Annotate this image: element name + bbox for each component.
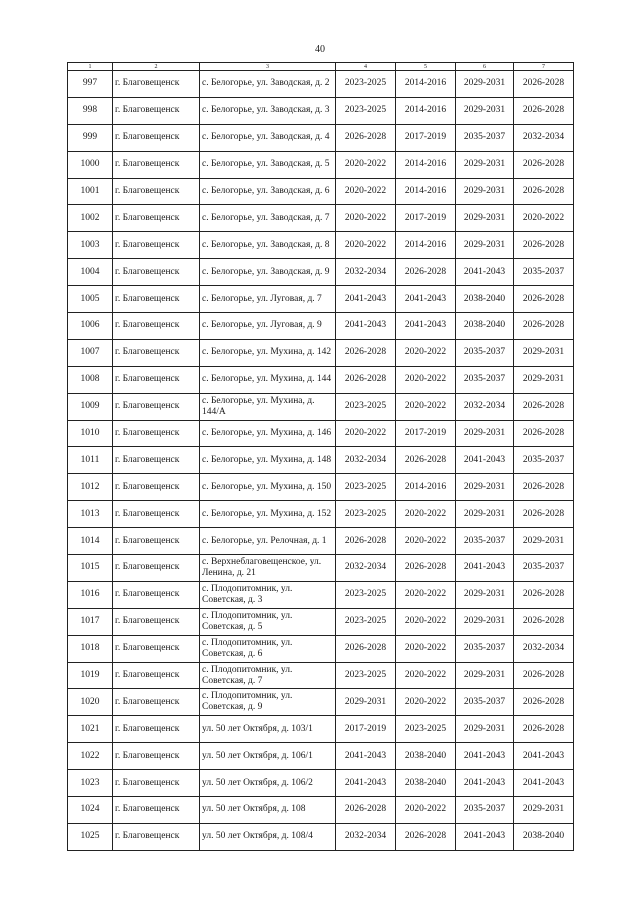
address-cell: ул. 50 лет Октября, д. 106/1 bbox=[200, 743, 336, 770]
period-cell-col7: 2026-2028 bbox=[514, 662, 574, 689]
table-row bbox=[68, 339, 574, 366]
column-header: 2 bbox=[113, 63, 200, 71]
row-number-cell: 1010 bbox=[68, 420, 113, 447]
period-cell-col5: 2026-2028 bbox=[396, 555, 456, 582]
table-row bbox=[68, 662, 574, 689]
period-cell-col6: 2029-2031 bbox=[456, 151, 514, 178]
period-cell-col6: 2029-2031 bbox=[456, 205, 514, 232]
table-row bbox=[68, 205, 574, 232]
city-cell: г. Благовещенск bbox=[113, 528, 200, 555]
period-cell-col4: 2017-2019 bbox=[336, 716, 396, 743]
period-cell-col6: 2035-2037 bbox=[456, 689, 514, 716]
address-cell: с. Белогорье, ул. Мухина, д. 150 bbox=[200, 474, 336, 501]
period-cell-col4: 2023-2025 bbox=[336, 474, 396, 501]
period-cell-col6: 2029-2031 bbox=[456, 71, 514, 98]
city-cell: г. Благовещенск bbox=[113, 232, 200, 259]
period-cell-col7: 2035-2037 bbox=[514, 447, 574, 474]
period-cell-col5: 2014-2016 bbox=[396, 178, 456, 205]
table-row bbox=[68, 232, 574, 259]
period-cell-col6: 2035-2037 bbox=[456, 339, 514, 366]
period-cell-col7: 2026-2028 bbox=[514, 581, 574, 608]
table-row bbox=[68, 313, 574, 340]
city-cell: г. Благовещенск bbox=[113, 97, 200, 124]
period-cell-col4: 2041-2043 bbox=[336, 743, 396, 770]
period-cell-col6: 2029-2031 bbox=[456, 474, 514, 501]
row-number-cell: 1004 bbox=[68, 259, 113, 286]
period-cell-col5: 2017-2019 bbox=[396, 124, 456, 151]
row-number-cell: 1006 bbox=[68, 313, 113, 340]
address-cell: с. Белогорье, ул. Заводская, д. 3 bbox=[200, 97, 336, 124]
period-cell-col5: 2026-2028 bbox=[396, 823, 456, 850]
address-cell: ул. 50 лет Октября, д. 108/4 bbox=[200, 823, 336, 850]
row-number-cell: 1011 bbox=[68, 447, 113, 474]
row-number-cell: 1009 bbox=[68, 393, 113, 420]
address-cell: ул. 50 лет Октября, д. 108 bbox=[200, 797, 336, 824]
period-cell-col7: 2038-2040 bbox=[514, 823, 574, 850]
city-cell: г. Благовещенск bbox=[113, 205, 200, 232]
city-cell: г. Благовещенск bbox=[113, 339, 200, 366]
period-cell-col4: 2041-2043 bbox=[336, 313, 396, 340]
period-cell-col4: 2026-2028 bbox=[336, 797, 396, 824]
period-cell-col5: 2041-2043 bbox=[396, 313, 456, 340]
city-cell: г. Благовещенск bbox=[113, 501, 200, 528]
period-cell-col6: 2041-2043 bbox=[456, 823, 514, 850]
page-number: 40 bbox=[315, 44, 325, 55]
period-cell-col4: 2041-2043 bbox=[336, 770, 396, 797]
period-cell-col7: 2029-2031 bbox=[514, 797, 574, 824]
period-cell-col7: 2026-2028 bbox=[514, 232, 574, 259]
period-cell-col6: 2029-2031 bbox=[456, 232, 514, 259]
period-cell-col6: 2032-2034 bbox=[456, 393, 514, 420]
period-cell-col6: 2029-2031 bbox=[456, 420, 514, 447]
period-cell-col5: 2041-2043 bbox=[396, 286, 456, 313]
row-number-cell: 1013 bbox=[68, 501, 113, 528]
period-cell-col6: 2035-2037 bbox=[456, 124, 514, 151]
city-cell: г. Благовещенск bbox=[113, 313, 200, 340]
period-cell-col7: 2035-2037 bbox=[514, 259, 574, 286]
period-cell-col7: 2041-2043 bbox=[514, 743, 574, 770]
city-cell: г. Благовещенск bbox=[113, 743, 200, 770]
table-row bbox=[68, 97, 574, 124]
row-number-cell: 1018 bbox=[68, 635, 113, 662]
table-row bbox=[68, 743, 574, 770]
period-cell-col4: 2032-2034 bbox=[336, 823, 396, 850]
period-cell-col4: 2023-2025 bbox=[336, 662, 396, 689]
period-cell-col7: 2026-2028 bbox=[514, 393, 574, 420]
address-cell: с. Белогорье, ул. Заводская, д. 9 bbox=[200, 259, 336, 286]
period-cell-col4: 2041-2043 bbox=[336, 286, 396, 313]
row-number-cell: 1002 bbox=[68, 205, 113, 232]
address-cell: с. Плодопитомник, ул. Советская, д. 7 bbox=[200, 662, 336, 689]
period-cell-col4: 2026-2028 bbox=[336, 339, 396, 366]
period-cell-col6: 2041-2043 bbox=[456, 447, 514, 474]
column-header: 6 bbox=[456, 63, 514, 71]
period-cell-col4: 2026-2028 bbox=[336, 528, 396, 555]
address-cell: с. Белогорье, ул. Луговая, д. 7 bbox=[200, 286, 336, 313]
period-cell-col6: 2041-2043 bbox=[456, 770, 514, 797]
table-row bbox=[68, 770, 574, 797]
period-cell-col4: 2020-2022 bbox=[336, 151, 396, 178]
row-number-cell: 1008 bbox=[68, 366, 113, 393]
city-cell: г. Благовещенск bbox=[113, 770, 200, 797]
period-cell-col6: 2038-2040 bbox=[456, 313, 514, 340]
period-cell-col7: 2035-2037 bbox=[514, 555, 574, 582]
column-number-row bbox=[68, 63, 574, 71]
period-cell-col7: 2026-2028 bbox=[514, 97, 574, 124]
table-row bbox=[68, 178, 574, 205]
city-cell: г. Благовещенск bbox=[113, 393, 200, 420]
table-row bbox=[68, 474, 574, 501]
table-row bbox=[68, 286, 574, 313]
city-cell: г. Благовещенск bbox=[113, 474, 200, 501]
period-cell-col5: 2020-2022 bbox=[396, 501, 456, 528]
column-header: 4 bbox=[336, 63, 396, 71]
period-cell-col4: 2023-2025 bbox=[336, 393, 396, 420]
address-cell: с. Белогорье, ул. Мухина, д. 142 bbox=[200, 339, 336, 366]
period-cell-col4: 2023-2025 bbox=[336, 97, 396, 124]
period-cell-col6: 2029-2031 bbox=[456, 608, 514, 635]
period-cell-col5: 2038-2040 bbox=[396, 743, 456, 770]
period-cell-col5: 2026-2028 bbox=[396, 447, 456, 474]
period-cell-col5: 2014-2016 bbox=[396, 474, 456, 501]
city-cell: г. Благовещенск bbox=[113, 259, 200, 286]
city-cell: г. Благовещенск bbox=[113, 608, 200, 635]
period-cell-col4: 2023-2025 bbox=[336, 608, 396, 635]
column-header: 7 bbox=[514, 63, 574, 71]
period-cell-col4: 2026-2028 bbox=[336, 635, 396, 662]
period-cell-col7: 2026-2028 bbox=[514, 313, 574, 340]
row-number-cell: 1024 bbox=[68, 797, 113, 824]
period-cell-col7: 2041-2043 bbox=[514, 770, 574, 797]
city-cell: г. Благовещенск bbox=[113, 797, 200, 824]
city-cell: г. Благовещенск bbox=[113, 447, 200, 474]
table-row bbox=[68, 797, 574, 824]
address-cell: с. Белогорье, ул. Мухина, д. 144/А bbox=[200, 393, 336, 420]
period-cell-col7: 2029-2031 bbox=[514, 366, 574, 393]
table-row bbox=[68, 259, 574, 286]
period-cell-col4: 2020-2022 bbox=[336, 420, 396, 447]
row-number-cell: 1025 bbox=[68, 823, 113, 850]
period-cell-col6: 2035-2037 bbox=[456, 528, 514, 555]
table-row bbox=[68, 420, 574, 447]
address-cell: с. Белогорье, ул. Мухина, д. 152 bbox=[200, 501, 336, 528]
city-cell: г. Благовещенск bbox=[113, 151, 200, 178]
row-number-cell: 1017 bbox=[68, 608, 113, 635]
period-cell-col7: 2026-2028 bbox=[514, 608, 574, 635]
address-cell: с. Плодопитомник, ул. Советская, д. 6 bbox=[200, 635, 336, 662]
period-cell-col4: 2020-2022 bbox=[336, 232, 396, 259]
table-row bbox=[68, 823, 574, 850]
city-cell: г. Благовещенск bbox=[113, 689, 200, 716]
period-cell-col5: 2020-2022 bbox=[396, 339, 456, 366]
city-cell: г. Благовещенск bbox=[113, 635, 200, 662]
period-cell-col5: 2020-2022 bbox=[396, 528, 456, 555]
row-number-cell: 998 bbox=[68, 97, 113, 124]
column-header: 5 bbox=[396, 63, 456, 71]
period-cell-col6: 2038-2040 bbox=[456, 286, 514, 313]
table-row bbox=[68, 581, 574, 608]
address-cell: с. Плодопитомник, ул. Советская, д. 5 bbox=[200, 608, 336, 635]
city-cell: г. Благовещенск bbox=[113, 124, 200, 151]
period-cell-col7: 2029-2031 bbox=[514, 339, 574, 366]
address-cell: с. Белогорье, ул. Заводская, д. 4 bbox=[200, 124, 336, 151]
table-body bbox=[68, 71, 574, 851]
address-cell: с. Белогорье, ул. Мухина, д. 148 bbox=[200, 447, 336, 474]
period-cell-col5: 2038-2040 bbox=[396, 770, 456, 797]
row-number-cell: 1012 bbox=[68, 474, 113, 501]
period-cell-col7: 2032-2034 bbox=[514, 124, 574, 151]
period-cell-col7: 2026-2028 bbox=[514, 716, 574, 743]
row-number-cell: 1019 bbox=[68, 662, 113, 689]
table-row bbox=[68, 366, 574, 393]
period-cell-col5: 2014-2016 bbox=[396, 97, 456, 124]
table-row bbox=[68, 447, 574, 474]
period-cell-col5: 2020-2022 bbox=[396, 366, 456, 393]
housing-registry-table bbox=[67, 62, 574, 851]
period-cell-col5: 2014-2016 bbox=[396, 151, 456, 178]
period-cell-col5: 2014-2016 bbox=[396, 232, 456, 259]
period-cell-col5: 2026-2028 bbox=[396, 259, 456, 286]
period-cell-col7: 2026-2028 bbox=[514, 71, 574, 98]
row-number-cell: 1015 bbox=[68, 555, 113, 582]
period-cell-col4: 2023-2025 bbox=[336, 581, 396, 608]
table-row bbox=[68, 124, 574, 151]
address-cell: с. Плодопитомник, ул. Советская, д. 3 bbox=[200, 581, 336, 608]
address-cell: с. Белогорье, ул. Заводская, д. 5 bbox=[200, 151, 336, 178]
period-cell-col6: 2029-2031 bbox=[456, 581, 514, 608]
table-row bbox=[68, 689, 574, 716]
period-cell-col7: 2032-2034 bbox=[514, 635, 574, 662]
period-cell-col7: 2026-2028 bbox=[514, 689, 574, 716]
city-cell: г. Благовещенск bbox=[113, 716, 200, 743]
row-number-cell: 1005 bbox=[68, 286, 113, 313]
period-cell-col7: 2026-2028 bbox=[514, 501, 574, 528]
row-number-cell: 997 bbox=[68, 71, 113, 98]
table-row bbox=[68, 71, 574, 98]
table-row bbox=[68, 151, 574, 178]
address-cell: с. Белогорье, ул. Луговая, д. 9 bbox=[200, 313, 336, 340]
period-cell-col5: 2020-2022 bbox=[396, 689, 456, 716]
address-cell: с. Плодопитомник, ул. Советская, д. 9 bbox=[200, 689, 336, 716]
period-cell-col7: 2026-2028 bbox=[514, 151, 574, 178]
period-cell-col6: 2029-2031 bbox=[456, 662, 514, 689]
period-cell-col5: 2014-2016 bbox=[396, 71, 456, 98]
row-number-cell: 1007 bbox=[68, 339, 113, 366]
period-cell-col4: 2020-2022 bbox=[336, 205, 396, 232]
period-cell-col6: 2029-2031 bbox=[456, 501, 514, 528]
city-cell: г. Благовещенск bbox=[113, 286, 200, 313]
row-number-cell: 1023 bbox=[68, 770, 113, 797]
period-cell-col5: 2020-2022 bbox=[396, 608, 456, 635]
period-cell-col5: 2020-2022 bbox=[396, 797, 456, 824]
period-cell-col6: 2041-2043 bbox=[456, 743, 514, 770]
period-cell-col5: 2020-2022 bbox=[396, 581, 456, 608]
address-cell: ул. 50 лет Октября, д. 103/1 bbox=[200, 716, 336, 743]
period-cell-col4: 2032-2034 bbox=[336, 447, 396, 474]
period-cell-col6: 2035-2037 bbox=[456, 635, 514, 662]
period-cell-col6: 2029-2031 bbox=[456, 178, 514, 205]
period-cell-col5: 2023-2025 bbox=[396, 716, 456, 743]
period-cell-col5: 2017-2019 bbox=[396, 420, 456, 447]
period-cell-col7: 2026-2028 bbox=[514, 474, 574, 501]
row-number-cell: 1000 bbox=[68, 151, 113, 178]
period-cell-col5: 2020-2022 bbox=[396, 393, 456, 420]
table-row bbox=[68, 716, 574, 743]
period-cell-col4: 2032-2034 bbox=[336, 555, 396, 582]
period-cell-col6: 2029-2031 bbox=[456, 716, 514, 743]
period-cell-col6: 2041-2043 bbox=[456, 259, 514, 286]
period-cell-col4: 2023-2025 bbox=[336, 501, 396, 528]
city-cell: г. Благовещенск bbox=[113, 555, 200, 582]
period-cell-col4: 2032-2034 bbox=[336, 259, 396, 286]
period-cell-col4: 2029-2031 bbox=[336, 689, 396, 716]
city-cell: г. Благовещенск bbox=[113, 581, 200, 608]
table-row bbox=[68, 608, 574, 635]
period-cell-col4: 2026-2028 bbox=[336, 124, 396, 151]
row-number-cell: 1016 bbox=[68, 581, 113, 608]
period-cell-col7: 2026-2028 bbox=[514, 178, 574, 205]
period-cell-col5: 2020-2022 bbox=[396, 635, 456, 662]
period-cell-col4: 2023-2025 bbox=[336, 71, 396, 98]
row-number-cell: 1014 bbox=[68, 528, 113, 555]
row-number-cell: 1001 bbox=[68, 178, 113, 205]
period-cell-col7: 2026-2028 bbox=[514, 420, 574, 447]
city-cell: г. Благовещенск bbox=[113, 71, 200, 98]
address-cell: с. Белогорье, ул. Мухина, д. 144 bbox=[200, 366, 336, 393]
city-cell: г. Благовещенск bbox=[113, 662, 200, 689]
row-number-cell: 999 bbox=[68, 124, 113, 151]
address-cell: с. Белогорье, ул. Релочная, д. 1 bbox=[200, 528, 336, 555]
period-cell-col7: 2026-2028 bbox=[514, 286, 574, 313]
table-row bbox=[68, 528, 574, 555]
row-number-cell: 1021 bbox=[68, 716, 113, 743]
address-cell: ул. 50 лет Октября, д. 106/2 bbox=[200, 770, 336, 797]
column-header: 1 bbox=[68, 63, 113, 71]
row-number-cell: 1022 bbox=[68, 743, 113, 770]
period-cell-col6: 2035-2037 bbox=[456, 797, 514, 824]
address-cell: с. Белогорье, ул. Заводская, д. 6 bbox=[200, 178, 336, 205]
address-cell: с. Белогорье, ул. Заводская, д. 7 bbox=[200, 205, 336, 232]
period-cell-col7: 2029-2031 bbox=[514, 528, 574, 555]
city-cell: г. Благовещенск bbox=[113, 366, 200, 393]
address-cell: с. Верхнеблаговещенское, ул. Ленина, д. 21 bbox=[200, 555, 336, 582]
row-number-cell: 1020 bbox=[68, 689, 113, 716]
period-cell-col4: 2026-2028 bbox=[336, 366, 396, 393]
city-cell: г. Благовещенск bbox=[113, 420, 200, 447]
period-cell-col6: 2029-2031 bbox=[456, 97, 514, 124]
table-row bbox=[68, 555, 574, 582]
period-cell-col7: 2020-2022 bbox=[514, 205, 574, 232]
period-cell-col4: 2020-2022 bbox=[336, 178, 396, 205]
address-cell: с. Белогорье, ул. Мухина, д. 146 bbox=[200, 420, 336, 447]
address-cell: с. Белогорье, ул. Заводская, д. 8 bbox=[200, 232, 336, 259]
city-cell: г. Благовещенск bbox=[113, 823, 200, 850]
row-number-cell: 1003 bbox=[68, 232, 113, 259]
table-row bbox=[68, 635, 574, 662]
table-row bbox=[68, 501, 574, 528]
table-row bbox=[68, 393, 574, 420]
period-cell-col5: 2017-2019 bbox=[396, 205, 456, 232]
period-cell-col6: 2041-2043 bbox=[456, 555, 514, 582]
period-cell-col6: 2035-2037 bbox=[456, 366, 514, 393]
address-cell: с. Белогорье, ул. Заводская, д. 2 bbox=[200, 71, 336, 98]
period-cell-col5: 2020-2022 bbox=[396, 662, 456, 689]
city-cell: г. Благовещенск bbox=[113, 178, 200, 205]
column-header: 3 bbox=[200, 63, 336, 71]
